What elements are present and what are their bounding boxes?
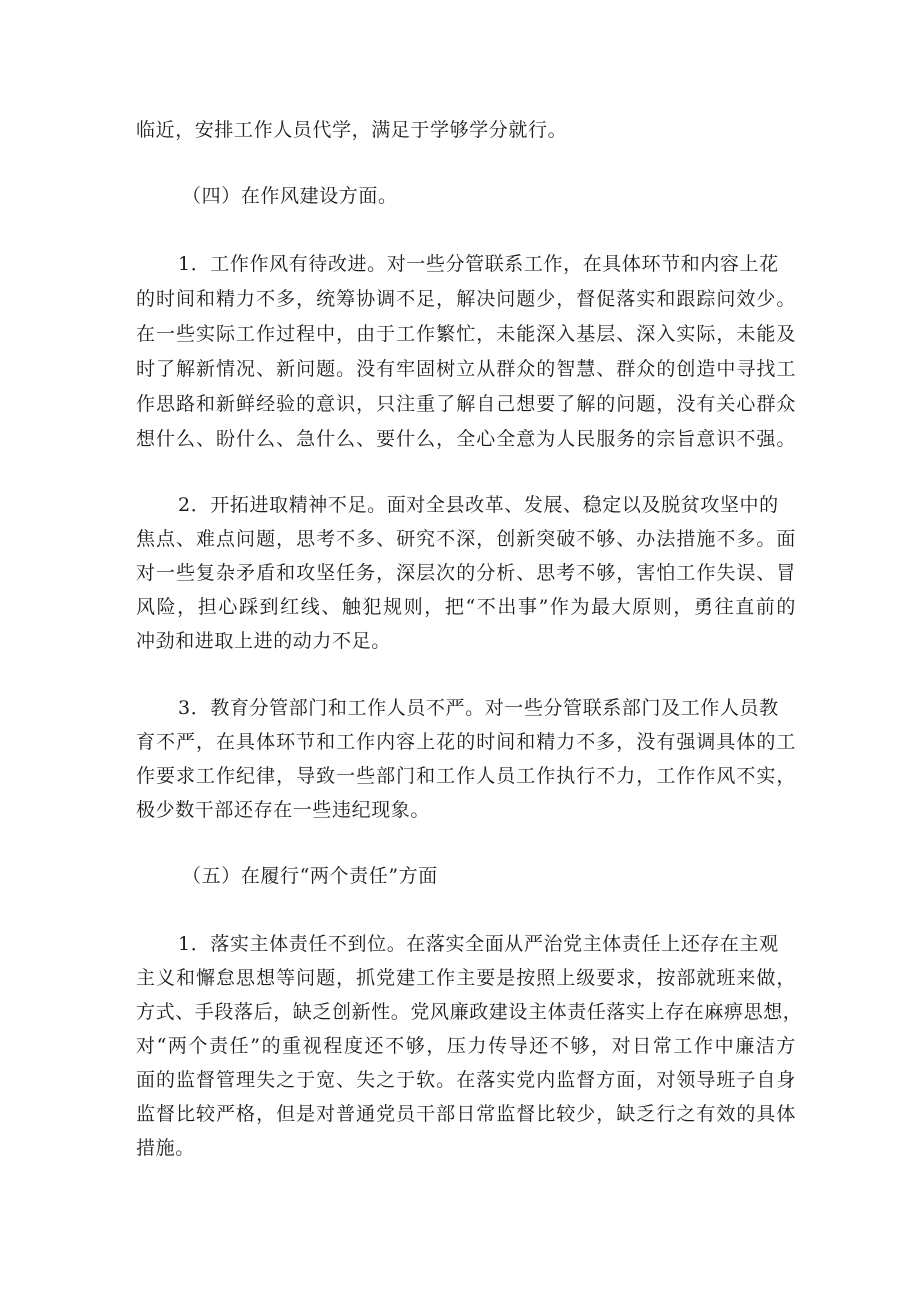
paragraph-line: 方式、手段落后，缺乏创新性。党风廉政建设主体责任落实上存在麻痹思想， (136, 1001, 803, 1023)
paragraph-line: 措施。 (136, 1137, 195, 1159)
section-heading-5: （五）在履行“两个责任”方面 (182, 865, 438, 887)
paragraph-line: 育不严，在具体环节和工作内容上花的时间和精力不多，没有强调具体的工 (136, 731, 796, 753)
paragraph-line: 对“两个责任”的重视程度还不够，压力传导还不够，对日常工作中廉洁方 (136, 1035, 796, 1057)
paragraph-line: 风险，担心踩到红线、触犯规则，把“不出事”作为最大原则，勇往直前的 (136, 596, 796, 618)
paragraph-line: 作思路和新鲜经验的意识，只注重了解自己想要了解的问题，没有关心群众 (136, 393, 796, 415)
paragraph-line: 极少数干部还存在一些违纪现象。 (136, 799, 431, 821)
paragraph-line: 对一些复杂矛盾和攻坚任务，深层次的分析、思考不够，害怕工作失误、冒 (136, 562, 796, 584)
paragraph-line: 时了解新情况、新问题。没有牢固树立从群众的智慧、群众的创造中寻找工 (136, 358, 796, 380)
paragraph-line: 主义和懈怠思想等问题，抓党建工作主要是按照上级要求，按部就班来做， (136, 967, 796, 989)
paragraph-line: 3．教育分管部门和工作人员不严。对一些分管联系部门及工作人员教 (178, 697, 779, 719)
paragraph-line: 2．开拓进取精神不足。面对全县改革、发展、稳定以及脱贫攻坚中的 (178, 494, 779, 516)
paragraph-line: 冲劲和进取上进的动力不足。 (136, 630, 391, 652)
paragraph-line: 1．落实主体责任不到位。在落实全面从严治党主体责任上还存在主观 (178, 933, 779, 955)
paragraph-line: 焦点、难点问题，思考不多、研究不深，创新突破不够、办法措施不多。面 (136, 528, 796, 550)
section-heading-4: （四）在作风建设方面。 (182, 185, 398, 207)
paragraph-line: 作要求工作纪律，导致一些部门和工作人员工作执行不力，工作作风不实， (136, 765, 796, 787)
paragraph-line: 在一些实际工作过程中，由于工作繁忙，未能深入基层、深入实际，未能及 (136, 323, 796, 345)
paragraph-line: 监督比较严格，但是对普通党员干部日常监督比较少，缺乏行之有效的具体 (136, 1103, 796, 1125)
paragraph-line: 临近，安排工作人员代学，满足于学够学分就行。 (136, 119, 568, 141)
paragraph-line: 想什么、盼什么、急什么、要什么，全心全意为人民服务的宗旨意识不强。 (136, 428, 796, 450)
paragraph-line: 面的监督管理失之于宽、失之于软。在落实党内监督方面，对领导班子自身 (136, 1069, 796, 1091)
paragraph-line: 1．工作作风有待改进。对一些分管联系工作，在具体环节和内容上花 (178, 253, 779, 275)
paragraph-line: 的时间和精力不多，统筹协调不足，解决问题少，督促落实和跟踪问效少。 (136, 288, 796, 310)
